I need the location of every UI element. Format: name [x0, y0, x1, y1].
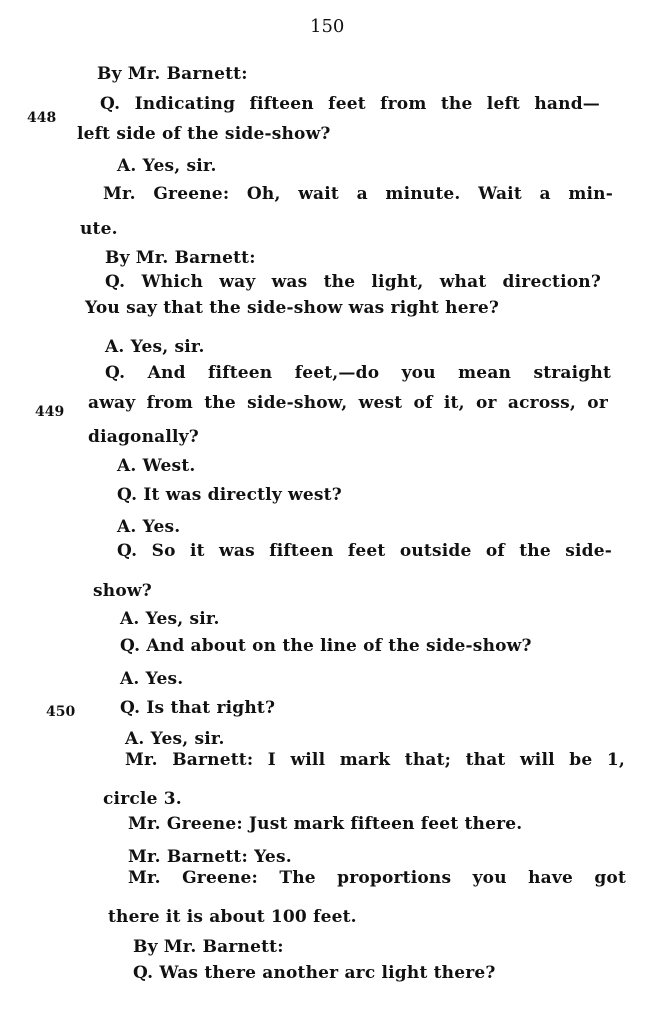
text-line: Q. And fifteen feet,—do you mean straight [105, 363, 611, 383]
text-line: A. West. [117, 456, 196, 476]
text-line: A. Yes, sir. [125, 729, 225, 749]
text-line: there it is about 100 feet. [108, 907, 357, 927]
text-line: A. Yes. [120, 669, 184, 689]
text-line: Mr. Greene: The proportions you have got [128, 868, 626, 888]
text-line: A. Yes, sir. [120, 609, 220, 629]
text-line: By Mr. Barnett: [133, 937, 284, 957]
text-line: A. Yes, sir. [105, 337, 205, 357]
text-line: Q. So it was fifteen feet outside of the side- [117, 541, 612, 561]
text-line: Mr. Barnett: I will mark that; that will be 1, [125, 750, 625, 770]
text-line: circle 3. [103, 789, 182, 809]
text-line: Q. Indicating fifteen feet from the left hand— [100, 94, 600, 114]
text-line: Mr. Greene: Oh, wait a minute. Wait a min- [103, 184, 613, 204]
text-line: By Mr. Barnett: [105, 248, 256, 268]
text-line: Q. Which way was the light, what direction? [105, 272, 601, 292]
text-line: Mr. Greene: Just mark fifteen feet there. [128, 814, 523, 834]
margin-number: 448 [27, 110, 57, 126]
text-line: By Mr. Barnett: [97, 64, 248, 84]
text-line: ute. [80, 219, 118, 239]
text-line: Q. Is that right? [120, 698, 276, 718]
text-line: A. Yes, sir. [117, 156, 217, 176]
text-line: left side of the side-show? [77, 124, 331, 144]
text-line: Mr. Barnett: Yes. [128, 847, 292, 867]
margin-number: 449 [35, 404, 65, 420]
text-line: Q. And about on the line of the side-show? [120, 636, 532, 656]
text-line: Q. Was there another arc light there? [133, 963, 496, 983]
text-line: Q. It was directly west? [117, 485, 342, 505]
text-line: A. Yes. [117, 517, 181, 537]
text-line: diagonally? [88, 427, 199, 447]
text-line: show? [93, 581, 152, 601]
text-line: away from the side-show, west of it, or across, or [88, 393, 608, 413]
margin-number: 450 [46, 704, 76, 720]
text-line: You say that the side-show was right here? [85, 298, 500, 318]
page-number: 150 [310, 16, 345, 37]
